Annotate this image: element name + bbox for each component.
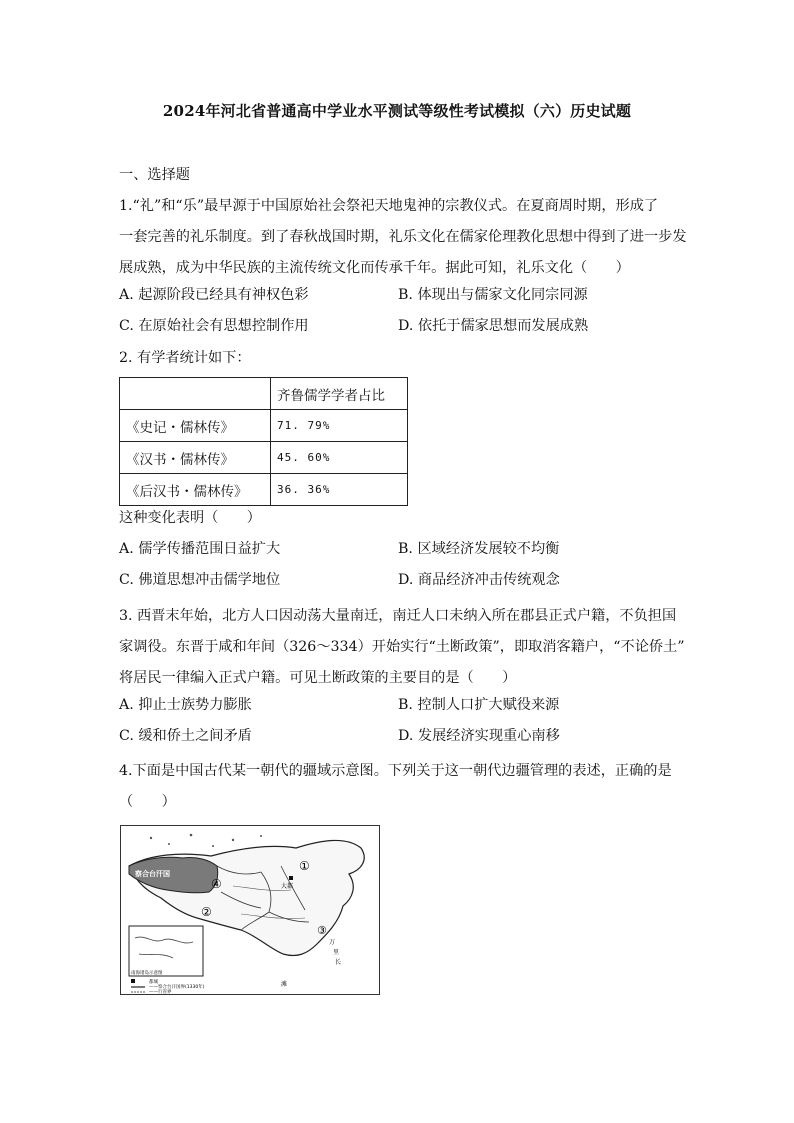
section-heading [119, 160, 689, 191]
capital-label: 大都 [281, 883, 294, 890]
marker-3: ③ [317, 924, 327, 937]
q1-option-c[interactable]: C. 在原始社会有思想控制作用 [119, 318, 309, 334]
question-4 [119, 756, 689, 818]
capital-marker [289, 876, 293, 880]
table-header-cell: 齐鲁儒学学者占比 [271, 378, 408, 410]
q3-option-c[interactable]: C. 缓和侨土之间矛盾 [119, 728, 252, 744]
q3-option-a[interactable]: A. 抑止士族势力膨胀 [119, 697, 252, 713]
sea-char-4: 滩 [281, 981, 288, 988]
marker-2: ② [201, 905, 212, 919]
sea-char-3: 长 [335, 959, 342, 966]
sea-char-1: 万 [329, 939, 336, 946]
q1-line-3: 展成熟，成为中华民族的主流传统文化而传承千年。据此可知，礼乐文化（ ） [119, 260, 630, 276]
q3-line-3: 将居民一律编入正式户籍。可见土断政策的主要目的是（ ） [119, 670, 517, 686]
inset-label: 南海诸岛示意图 [131, 971, 163, 976]
table-book-cell: 《后汉书・儒林传》 [120, 474, 271, 506]
legend-capital-symbol [131, 979, 135, 983]
q3-option-b[interactable]: B. 控制人口扩大赋役来源 [398, 697, 560, 713]
q2-option-d[interactable]: D. 商品经济冲击传统观念 [398, 572, 560, 588]
section-label: 一、选择题 [119, 167, 190, 183]
page-title: 2024年河北省普通高中学业水平测试等级性考试模拟（六）历史试题 [162, 102, 632, 120]
table-value-cell: 71. 79% [271, 410, 408, 442]
q1-line-1: 1.“礼”和“乐”最早源于中国原始社会祭祀天地鬼神的宗教仪式。在夏商周时期，形成了 [119, 198, 659, 214]
q2-option-c[interactable]: C. 佛道思想冲击儒学地位 [119, 572, 281, 588]
question-1 [119, 191, 689, 284]
q1-option-d[interactable]: D. 依托于儒家思想而发展成熟 [398, 318, 589, 334]
territory-map [120, 825, 380, 995]
marker-1: ① [299, 859, 310, 873]
table-row [120, 474, 408, 506]
table-book-cell: 《汉书・儒林传》 [120, 442, 271, 474]
table-book-cell: 《史记・儒林传》 [120, 410, 271, 442]
question-3 [119, 601, 689, 694]
q3-option-d[interactable]: D. 发展经济实现重心南移 [398, 728, 560, 744]
inset-box [129, 926, 203, 976]
q2-after: 这种变化表明（ ） [119, 510, 261, 526]
table-header-row [120, 378, 408, 410]
q4-line-1: 4.下面是中国古代某一朝代的疆域示意图。下列关于这一朝代边疆管理的表述，正确的是 [119, 763, 672, 779]
q4-line-2: （ ） [119, 794, 176, 810]
marker-4: ④ [211, 877, 222, 891]
table-row [120, 410, 408, 442]
chagatai-label: 察合台汗国 [135, 870, 170, 878]
table-value-cell: 36. 36% [271, 474, 408, 506]
sea-char-2: 里 [333, 949, 340, 956]
q2-stem: 2. 有学者统计如下： [119, 350, 251, 366]
map-drawing [121, 826, 379, 994]
q1-option-b[interactable]: B. 体现出与儒家文化同宗同源 [398, 287, 588, 303]
q1-line-2: 一套完善的礼乐制度。到了春秋战国时期，礼乐文化在儒家伦理教化思想中得到了进一步发 [119, 229, 687, 245]
q3-line-2: 家调役。东晋于咸和年间（326～334）开始实行“土断政策”，即取消客籍户，“不论侨土” [119, 639, 685, 655]
table-value-cell: 45. 60% [271, 442, 408, 474]
stats-table [119, 377, 408, 506]
table-row [120, 442, 408, 474]
q1-option-a[interactable]: A. 起源阶段已经具有神权色彩 [119, 287, 309, 303]
legend-border: ——察合台汗国界(1330年) [149, 985, 205, 990]
table-corner-cell [120, 378, 271, 410]
q2-option-a[interactable]: A. 儒学传播范围日益扩大 [119, 541, 281, 557]
q3-line-1: 3. 西晋末年始，北方人口因动荡大量南迁，南迁人口未纳入所在郡县正式户籍，不负担国 [119, 608, 677, 624]
legend-capital: 都城 [149, 980, 158, 985]
legend-province: ——行省界 [149, 990, 172, 994]
q2-option-b[interactable]: B. 区域经济发展较不均衡 [398, 541, 560, 557]
